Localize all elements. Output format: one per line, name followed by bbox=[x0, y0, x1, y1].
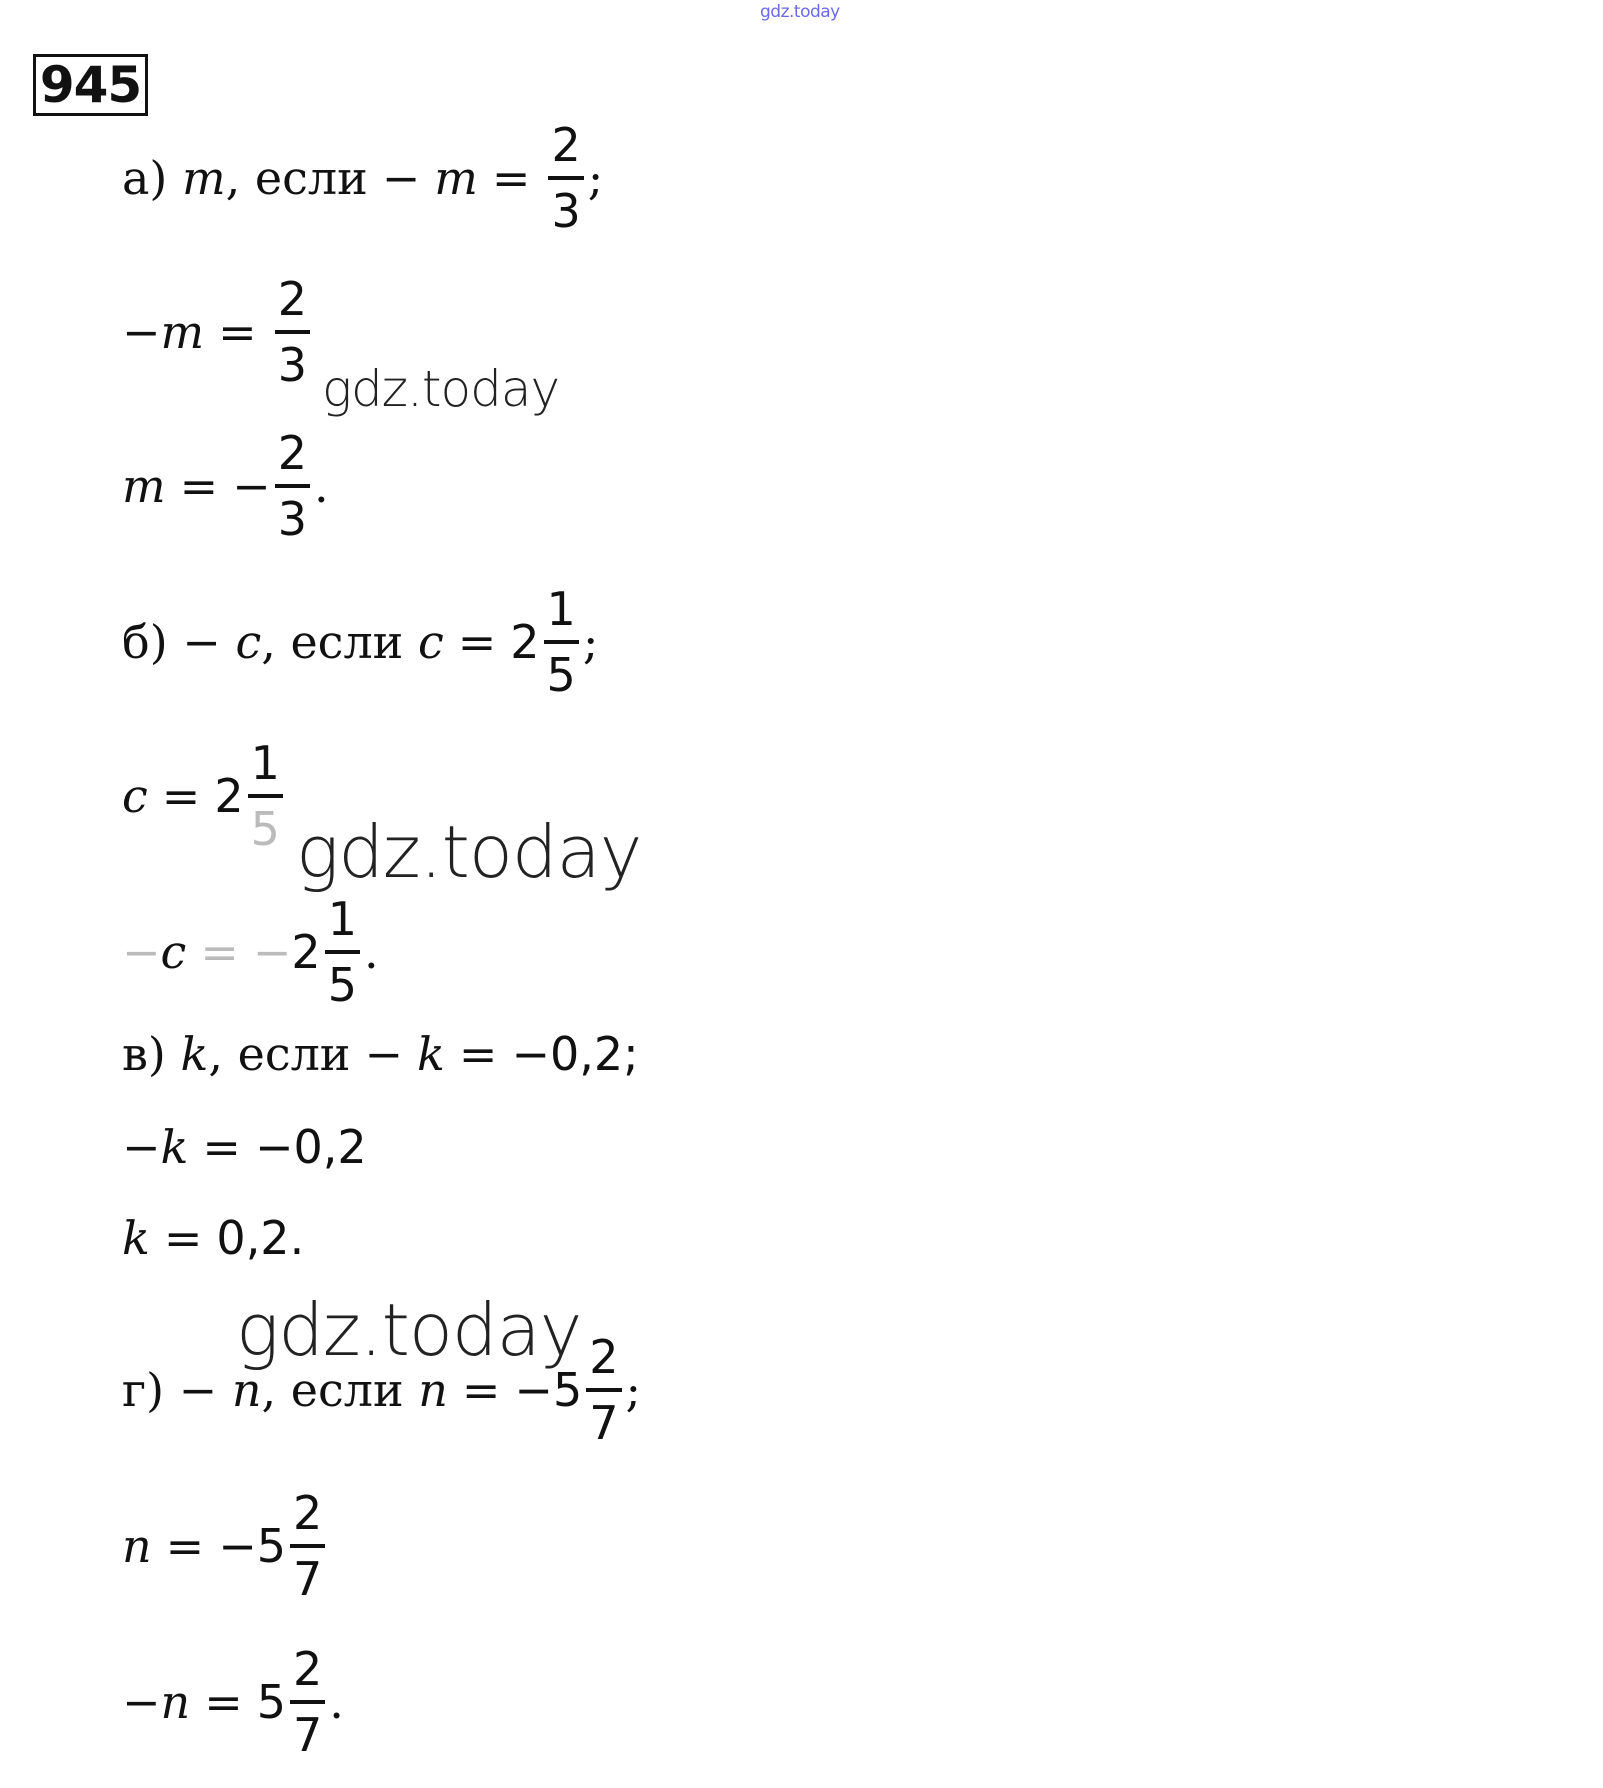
header-watermark: gdz.today bbox=[760, 2, 840, 22]
part-b-statement: б) − c , если c = 2 $\frac{1}{5}$ ; bbox=[122, 582, 599, 702]
fraction: $\frac{2}{3}$ bbox=[275, 430, 310, 542]
fraction: $\frac{1}{5}$ bbox=[544, 586, 579, 698]
part-g-step-1: n = −5 $\frac{2}{7}$ bbox=[122, 1476, 329, 1616]
part-g-answer: − n = 5 $\frac{2}{7}$ . bbox=[122, 1642, 344, 1762]
fraction: $\frac{2}{7}$ bbox=[290, 1646, 325, 1758]
watermark: gdz.today bbox=[296, 810, 642, 894]
fraction: $\frac{1}{5}$ bbox=[248, 740, 283, 852]
part-a-var: m bbox=[182, 151, 226, 205]
part-a-label: а) bbox=[122, 151, 168, 205]
part-a-statement: а) m , если − m = $\frac{2}{3}$ ; bbox=[122, 118, 604, 238]
part-g-statement: г) − n , если n = −5 $\frac{2}{7}$ ; bbox=[122, 1330, 642, 1450]
task-number: 945 bbox=[33, 54, 148, 116]
part-a-step-1: −m = $\frac{2}{3}$ bbox=[122, 262, 314, 402]
part-a-word: если bbox=[254, 151, 368, 205]
part-a-answer: m = − $\frac{2}{3}$ . bbox=[122, 426, 329, 546]
part-v-step-1: − k = −0,2 bbox=[122, 1120, 367, 1174]
part-v-answer: k = 0,2. bbox=[122, 1211, 305, 1265]
part-b-answer: − c = − 2 $\frac{1}{5}$ . bbox=[122, 892, 379, 1012]
fraction: $\frac{2}{7}$ bbox=[290, 1490, 325, 1602]
fraction: $\frac{2}{3}$ bbox=[275, 276, 310, 388]
watermark: gdz.today bbox=[322, 360, 560, 418]
watermark: gdz.today bbox=[236, 1288, 582, 1372]
fraction: $\frac{2}{7}$ bbox=[586, 1334, 621, 1446]
fraction: $\frac{1}{5}$ bbox=[325, 896, 360, 1008]
part-v-statement: в) k , если − k = −0,2; bbox=[122, 1027, 639, 1081]
fraction: $\frac{2}{3}$ bbox=[548, 122, 583, 234]
part-b-step-1: c = 2 $\frac{1}{5}$ bbox=[122, 726, 287, 866]
